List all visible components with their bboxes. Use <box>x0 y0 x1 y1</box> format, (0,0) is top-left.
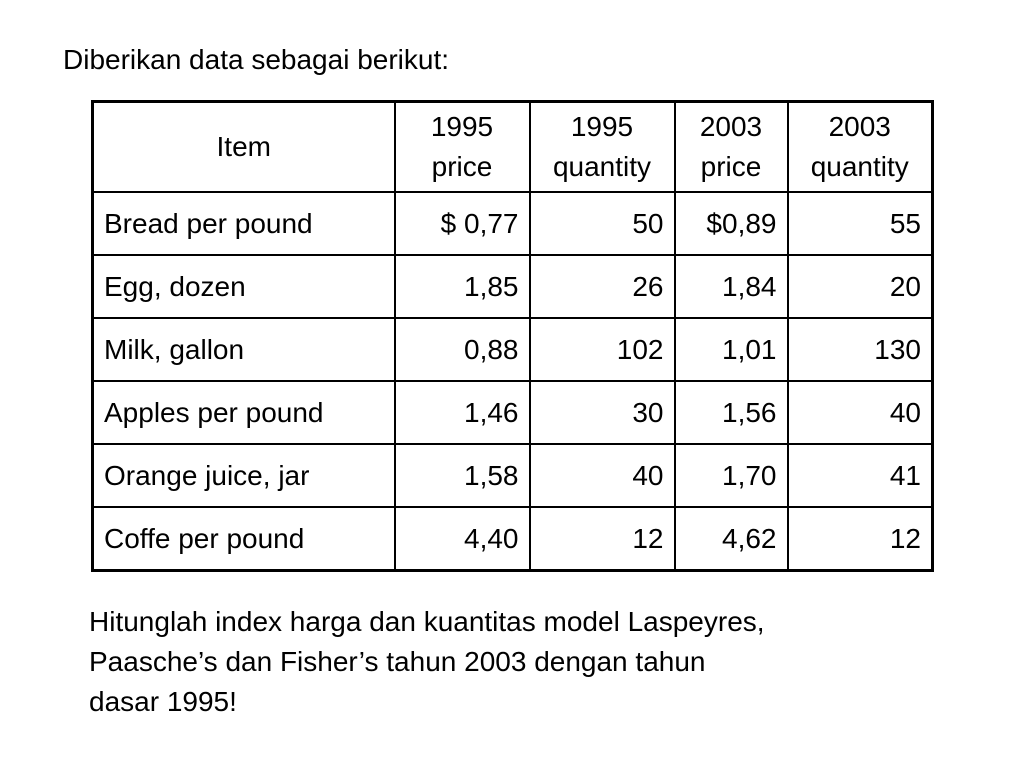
header-1995-quantity: 1995 quantity <box>530 102 675 193</box>
table-row <box>93 507 933 571</box>
cell-2003-price: 4,62 <box>675 507 788 571</box>
cell-item: Orange juice, jar <box>93 444 395 507</box>
cell-1995-quantity: 40 <box>530 444 675 507</box>
cell-2003-quantity: 12 <box>788 507 933 571</box>
cell-item: Bread per pound <box>93 192 395 255</box>
cell-item: Coffe per pound <box>93 507 395 571</box>
cell-1995-quantity: 50 <box>530 192 675 255</box>
header-2003-quantity: 2003 quantity <box>788 102 933 193</box>
cell-1995-quantity: 12 <box>530 507 675 571</box>
cell-2003-quantity: 130 <box>788 318 933 381</box>
cell-2003-quantity: 20 <box>788 255 933 318</box>
cell-2003-quantity: 40 <box>788 381 933 444</box>
question-line: Hitunglah index harga dan kuantitas model Laspeyres, <box>89 606 765 637</box>
table-header-row <box>93 102 933 193</box>
cell-item: Apples per pound <box>93 381 395 444</box>
table-row <box>93 318 933 381</box>
question-line: Paasche’s dan Fisher’s tahun 2003 dengan tahun <box>89 646 706 677</box>
question-text <box>89 602 949 722</box>
intro-text: Diberikan data sebagai berikut: <box>63 44 450 75</box>
cell-2003-price: $0,89 <box>675 192 788 255</box>
cell-item: Milk, gallon <box>93 318 395 381</box>
header-2003-price: 2003 price <box>675 102 788 193</box>
table-row <box>93 192 933 255</box>
header-1995-price: 1995 price <box>395 102 530 193</box>
cell-2003-price: 1,84 <box>675 255 788 318</box>
cell-1995-price: 4,40 <box>395 507 530 571</box>
table-row <box>93 381 933 444</box>
cell-1995-price: 0,88 <box>395 318 530 381</box>
cell-1995-price: 1,46 <box>395 381 530 444</box>
cell-2003-price: 1,56 <box>675 381 788 444</box>
cell-1995-price: $ 0,77 <box>395 192 530 255</box>
cell-2003-price: 1,70 <box>675 444 788 507</box>
price-quantity-table <box>91 100 934 572</box>
cell-1995-quantity: 30 <box>530 381 675 444</box>
cell-2003-quantity: 41 <box>788 444 933 507</box>
cell-1995-quantity: 26 <box>530 255 675 318</box>
cell-item: Egg, dozen <box>93 255 395 318</box>
cell-1995-price: 1,58 <box>395 444 530 507</box>
cell-1995-price: 1,85 <box>395 255 530 318</box>
table-row <box>93 444 933 507</box>
table-row <box>93 255 933 318</box>
cell-2003-quantity: 55 <box>788 192 933 255</box>
question-line: dasar 1995! <box>89 686 237 717</box>
cell-2003-price: 1,01 <box>675 318 788 381</box>
header-item: Item <box>93 102 395 193</box>
cell-1995-quantity: 102 <box>530 318 675 381</box>
